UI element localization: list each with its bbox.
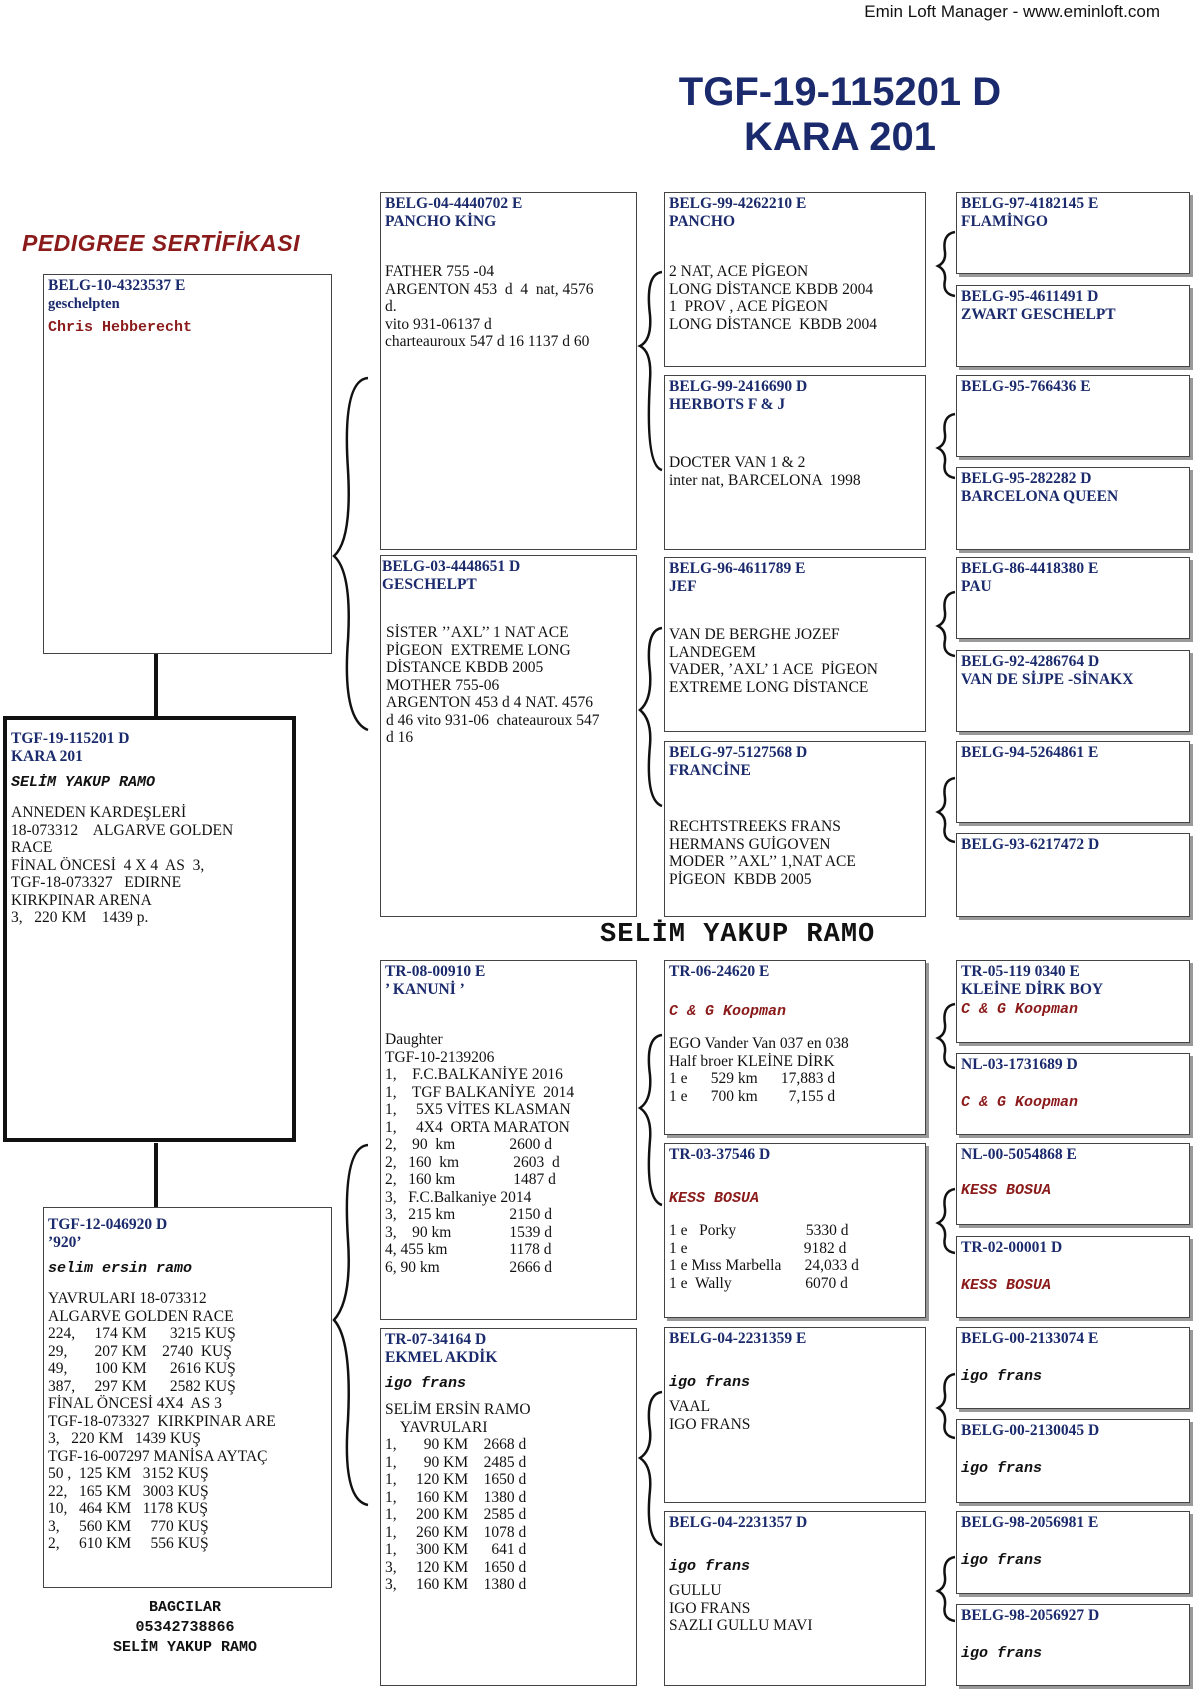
ancestor-dds-card[interactable] [664, 1327, 926, 1503]
grandsire-paternal-card[interactable] [380, 192, 637, 550]
brace-g7 [938, 1374, 955, 1438]
bird-notes-ddd: GULLU IGO FRANS SAZLI GULLU MAVI [669, 1582, 813, 1634]
ancestor-sss-card[interactable] [664, 192, 926, 367]
bird-ring-g6: BELG-92-4286764 D [961, 653, 1100, 670]
bird-ring-sdd: BELG-97-5127568 D [669, 744, 808, 761]
bird-name-g1: FLAMİNGO [961, 213, 1048, 230]
bird-ring-dds: BELG-04-2231359 E [669, 1330, 807, 1347]
ancestor-g11-card[interactable] [956, 1143, 1190, 1225]
ancestor-g1-card[interactable] [956, 192, 1190, 274]
brace-g6 [938, 1189, 955, 1253]
ancestor-g2-card[interactable] [956, 285, 1190, 367]
bird-ring-g1: BELG-97-4182145 E [961, 195, 1099, 212]
bird-name-dd: EKMEL AKDİK [385, 1349, 498, 1366]
granddam-maternal-card[interactable] [380, 1328, 637, 1686]
brace-g4 [938, 778, 955, 842]
bird-name-g2: ZWART GESCHELPT [961, 306, 1116, 323]
bird-notes-sd: SİSTER ’’AXL’’ 1 NAT ACE PİGEON EXTREME LONG DİSTANCE KBDB 2005 MOTHER 755-06 ARGENTON 453 d 4 NAT. 4576 d 46 vito 931-06 chateauroux 547 d 16 [386, 624, 600, 746]
ancestor-g9-card[interactable] [956, 960, 1190, 1043]
ancestor-g15-card[interactable] [956, 1511, 1190, 1594]
bird-ring-g12: TR-02-00001 D [961, 1239, 1063, 1256]
ancestor-g12-card[interactable] [956, 1236, 1190, 1318]
sire-card[interactable] [43, 274, 332, 654]
bird-ring-g5: BELG-86-4418380 E [961, 560, 1099, 577]
footer-city: BAGCILAR [148, 1599, 221, 1616]
bird-name-sds: JEF [669, 578, 697, 595]
bird-name-g4: BARCELONA QUEEN [961, 488, 1119, 505]
site-credit: Emin Loft Manager - www.eminloft.com [864, 2, 1160, 21]
bird-name-dam: ’920’ [48, 1234, 82, 1251]
bird-name-ds: ’ KANUNİ ’ [385, 981, 465, 998]
bird-ring-g3: BELG-95-766436 E [961, 378, 1091, 395]
title-ring: TGF-19-115201 D [678, 70, 1002, 114]
breeder-footer [60, 1598, 310, 1658]
bird-notes-dsd: 1 e Porky 5330 d 1 e 9182 d 1 e Mıss Marbella 24,033 d 1 e Wally 6070 d [669, 1222, 859, 1292]
bird-ring-g4: BELG-95-282282 D [961, 470, 1092, 487]
ancestor-ssd-card[interactable] [664, 375, 926, 550]
bird-notes-sdd: RECHTSTREEKS FRANS HERMANS GUİGOVEN MODER ’’AXL’’ 1,NAT ACE PİGEON KBDB 2005 [669, 818, 856, 888]
bird-name-sd: GESCHELPT [382, 576, 477, 593]
bird-owner-g15: igo frans [961, 1552, 1043, 1569]
brace-g2 [938, 414, 955, 478]
bird-ring-subject: TGF-19-115201 D [11, 730, 130, 747]
bird-ring-g10: NL-03-1731689 D [961, 1056, 1078, 1073]
bird-name-g9: KLEİNE DİRK BOY [961, 981, 1104, 998]
brace-dd [640, 1392, 662, 1545]
bird-ring-g2: BELG-95-4611491 D [961, 288, 1099, 305]
bird-owner-sire: Chris Hebberecht [48, 319, 193, 336]
ancestor-dss-card[interactable] [664, 960, 926, 1135]
ancestor-g3-card[interactable] [956, 375, 1190, 457]
ancestor-g6-card[interactable] [956, 650, 1190, 732]
bird-name-ssd: HERBOTS F & J [669, 396, 786, 413]
ancestor-sdd-card[interactable] [664, 741, 926, 917]
bird-owner-dds: igo frans [669, 1374, 751, 1391]
bird-ring-sire: BELG-10-4323537 E [48, 277, 186, 294]
bird-name-ss: PANCHO KİNG [385, 213, 497, 230]
ancestor-g8-card[interactable] [956, 833, 1190, 917]
ancestor-g5-card[interactable] [956, 557, 1190, 639]
brace-sd [640, 628, 662, 806]
bird-owner-g9: C & G Koopman [961, 1001, 1079, 1018]
bird-notes-sds: VAN DE BERGHE JOZEF LANDEGEM VADER, ’AXL’ 1 ACE PİGEON EXTREME LONG DİSTANCE [669, 626, 878, 696]
brace-g3 [938, 592, 955, 656]
dam-card[interactable] [43, 1207, 332, 1588]
bird-ring-dss: TR-06-24620 E [669, 963, 770, 980]
bird-owner-g12: KESS BOSUA [961, 1277, 1052, 1294]
bird-owner-g13: igo frans [961, 1368, 1043, 1385]
bird-ring-g15: BELG-98-2056981 E [961, 1514, 1099, 1531]
bird-name-subject: KARA 201 [11, 748, 83, 765]
owner-band: SELİM YAKUP RAMO [600, 920, 876, 950]
bird-ring-g11: NL-00-5054868 E [961, 1146, 1077, 1163]
bird-ring-dam: TGF-12-046920 D [48, 1216, 168, 1233]
bird-notes-subject: ANNEDEN KARDEŞLERİ 18-073312 ALGARVE GOLDEN RACE FİNAL ÖNCESİ 4 X 4 AS 3, TGF-18-073327 EDIRNE KIRKPINAR ARENA 3, 220 KM 1439 p. [11, 804, 234, 926]
bird-ring-g16: BELG-98-2056927 D [961, 1607, 1100, 1624]
bird-notes-ds: Daughter TGF-10-2139206 1, F.C.BALKANİYE 2016 1, TGF BALKANİYE 2014 1, 5X5 VİTES KLASMAN 1, 4X4 ORTA MARATON 2, 90 km 2600 d 2, 160 km 2603 d 2, 160 km 1487 d 3, F.C.Balkaniye 2014 3, 215 km 2150 d 3, 90 km 1539 d 4, 455 km 1178 d 6, 90 km 2666 d [385, 1031, 575, 1276]
bird-ring-dsd: TR-03-37546 D [669, 1146, 771, 1163]
ancestor-dsd-card[interactable] [664, 1143, 926, 1318]
bird-owner-g16: igo frans [961, 1645, 1043, 1662]
grandsire-maternal-card[interactable] [380, 960, 637, 1320]
bird-notes-sss: 2 NAT, ACE PİGEON LONG DİSTANCE KBDB 2004 1 PROV , ACE PİGEON LONG DİSTANCE KBDB 2004 [669, 263, 878, 333]
bird-ring-dd: TR-07-34164 D [385, 1331, 487, 1348]
bird-owner-g14: igo frans [961, 1460, 1043, 1477]
bird-owner-ddd: igo frans [669, 1558, 751, 1575]
ancestor-g10-card[interactable] [956, 1053, 1190, 1135]
brace-g5 [938, 1004, 955, 1068]
bird-notes-ssd: DOCTER VAN 1 & 2 inter nat, BARCELONA 1998 [669, 454, 861, 489]
brace-dam [334, 1145, 368, 1505]
granddam-paternal-card[interactable] [380, 555, 637, 917]
bird-ring-g7: BELG-94-5264861 E [961, 744, 1099, 761]
bird-owner-g11: KESS BOSUA [961, 1182, 1052, 1199]
bird-name-sss: PANCHO [669, 213, 736, 230]
footer-breeder: SELİM YAKUP RAMO [112, 1639, 258, 1656]
ancestor-g7-card[interactable] [956, 741, 1190, 823]
bird-ring-sss: BELG-99-4262210 E [669, 195, 807, 212]
bird-ring-ssd: BELG-99-2416690 D [669, 378, 808, 395]
bird-owner-g10: C & G Koopman [961, 1094, 1079, 1111]
bird-ring-ddd: BELG-04-2231357 D [669, 1514, 808, 1531]
brace-g1 [938, 232, 955, 296]
bird-ring-g13: BELG-00-2133074 E [961, 1330, 1099, 1347]
bird-ring-g9: TR-05-119 0340 E [961, 963, 1080, 980]
bird-ring-ss: BELG-04-4440702 E [385, 195, 523, 212]
ancestor-g4-card[interactable] [956, 467, 1190, 550]
bird-name-g6: VAN DE SİJPE -SİNAKX [961, 671, 1134, 688]
bird-ring-sds: BELG-96-4611789 E [669, 560, 806, 577]
bird-ring-g8: BELG-93-6217472 D [961, 836, 1100, 853]
bird-owner-subject: SELİM YAKUP RAMO [11, 774, 156, 791]
title-name: KARA 201 [744, 115, 936, 159]
ancestor-ddd-card[interactable] [664, 1511, 926, 1686]
bird-ring-g14: BELG-00-2130045 D [961, 1422, 1100, 1439]
bird-notes-dam: YAVRULARI 18-073312 ALGARVE GOLDEN RACE 224, 174 KM 3215 KUŞ 29, 207 KM 2740 KUŞ 49, 100 KM 2616 KUŞ 387, 297 KM 2582 KUŞ FİNAL ÖNCESİ 4X4 AS 3 TGF-18-073327 KIRKPINAR ARE 3, 220 KM 1439 KUŞ TGF-16-007297 MANİSA AYTAÇ 50 , 125 KM 3152 KUŞ 22, 165 KM 3003 KUŞ 10, 464 KM 1178 KUŞ 3, 560 KM 770 KUŞ 2, 610 KM 556 KUŞ [48, 1290, 276, 1552]
brace-ss [640, 272, 662, 470]
bird-name-g5: PAU [961, 578, 992, 595]
bird-ring-ds: TR-08-00910 E [385, 963, 486, 980]
ancestor-g14-card[interactable] [956, 1419, 1190, 1503]
footer-phone: 05342738866 [135, 1619, 235, 1636]
bird-notes-dd: SELİM ERSİN RAMO YAVRULARI 1, 90 KM 2668 d 1, 90 KM 2485 d 1, 120 KM 1650 d 1, 160 KM 1380 d 1, 200 KM 2585 d 1, 260 KM 1078 d 1, 300 KM 641 d 3, 120 KM 1650 d 3, 160 KM 1380 d [385, 1401, 531, 1593]
ancestor-g16-card[interactable] [956, 1604, 1190, 1686]
bird-name-sire: geschelpten [48, 296, 120, 312]
ancestor-sds-card[interactable] [664, 557, 926, 732]
brace-ds [640, 1035, 662, 1205]
brace-sire [334, 378, 368, 730]
bird-owner-dd: igo frans [385, 1375, 467, 1392]
bird-owner-dam: selim ersin ramo [48, 1260, 193, 1277]
pedigree-label: PEDIGREE SERTİFİKASI [22, 230, 300, 256]
brace-g8 [938, 1557, 955, 1621]
ancestor-g13-card[interactable] [956, 1327, 1190, 1409]
bird-owner-dss: C & G Koopman [669, 1003, 787, 1020]
bird-name-sdd: FRANCİNE [669, 762, 751, 779]
bird-notes-dss: EGO Vander Van 037 en 038 Half broer KLEİNE DİRK 1 e 529 km 17,883 d 1 e 700 km 7,155 d [669, 1035, 849, 1105]
bird-notes-ss: FATHER 755 -04 ARGENTON 453 d 4 nat, 4576 d. vito 931-06137 d charteauroux 547 d 16 1137 d 60 [385, 263, 594, 350]
bird-owner-dsd: KESS BOSUA [669, 1190, 760, 1207]
bird-ring-sd: BELG-03-4448651 D [382, 558, 521, 575]
bird-notes-dds: VAAL IGO FRANS [669, 1398, 751, 1433]
subject-card[interactable] [3, 716, 296, 1142]
